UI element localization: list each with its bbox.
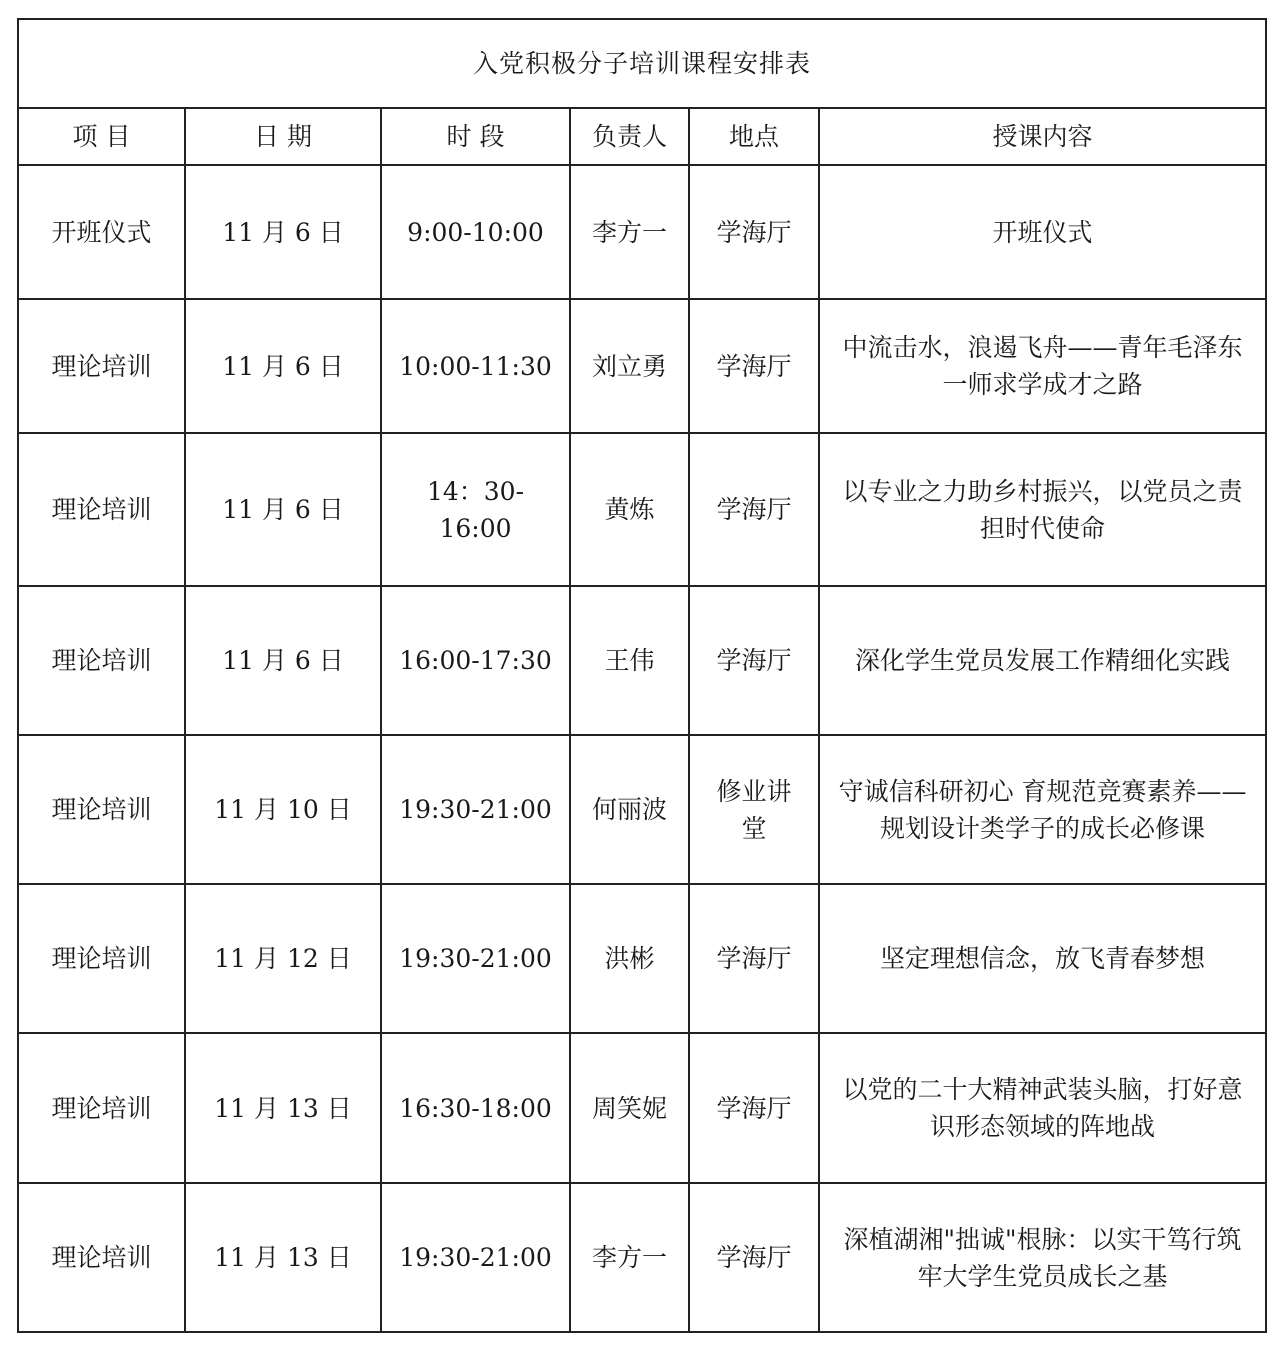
cell-time: 19:30-21:00 bbox=[381, 1183, 570, 1332]
cell-content: 深化学生党员发展工作精细化实践 bbox=[819, 586, 1266, 735]
course-schedule-table bbox=[17, 18, 1267, 1333]
table-row bbox=[18, 586, 1266, 735]
cell-location: 修业讲堂 bbox=[689, 735, 819, 884]
cell-content: 以专业之力助乡村振兴，以党员之责担时代使命 bbox=[819, 433, 1266, 586]
cell-person: 李方一 bbox=[570, 165, 689, 299]
cell-time: 16:00-17:30 bbox=[381, 586, 570, 735]
cell-project: 理论培训 bbox=[18, 433, 185, 586]
cell-date: 11 月 6 日 bbox=[185, 586, 381, 735]
header-location: 地点 bbox=[689, 108, 819, 165]
cell-location: 学海厅 bbox=[689, 586, 819, 735]
table-row bbox=[18, 433, 1266, 586]
cell-time: 19:30-21:00 bbox=[381, 735, 570, 884]
cell-project: 理论培训 bbox=[18, 884, 185, 1033]
table-row bbox=[18, 1033, 1266, 1183]
cell-person: 周笑妮 bbox=[570, 1033, 689, 1183]
header-project: 项 目 bbox=[18, 108, 185, 165]
cell-date: 11 月 13 日 bbox=[185, 1033, 381, 1183]
cell-date: 11 月 10 日 bbox=[185, 735, 381, 884]
cell-content: 开班仪式 bbox=[819, 165, 1266, 299]
cell-project: 理论培训 bbox=[18, 1033, 185, 1183]
header-person: 负责人 bbox=[570, 108, 689, 165]
cell-content: 以党的二十大精神武装头脑，打好意识形态领域的阵地战 bbox=[819, 1033, 1266, 1183]
cell-project: 理论培训 bbox=[18, 1183, 185, 1332]
cell-date: 11 月 13 日 bbox=[185, 1183, 381, 1332]
cell-person: 洪彬 bbox=[570, 884, 689, 1033]
header-time: 时 段 bbox=[381, 108, 570, 165]
table-row bbox=[18, 165, 1266, 299]
cell-project: 开班仪式 bbox=[18, 165, 185, 299]
cell-person: 李方一 bbox=[570, 1183, 689, 1332]
cell-project: 理论培训 bbox=[18, 299, 185, 433]
table-row bbox=[18, 299, 1266, 433]
cell-content: 深植湖湘"拙诚"根脉：以实干笃行筑牢大学生党员成长之基 bbox=[819, 1183, 1266, 1332]
cell-time: 9:00-10:00 bbox=[381, 165, 570, 299]
cell-time: 16:30-18:00 bbox=[381, 1033, 570, 1183]
cell-content: 中流击水，浪遏飞舟——青年毛泽东一师求学成才之路 bbox=[819, 299, 1266, 433]
cell-time: 14：30-16:00 bbox=[381, 433, 570, 586]
cell-location: 学海厅 bbox=[689, 1183, 819, 1332]
cell-project: 理论培训 bbox=[18, 735, 185, 884]
table-title: 入党积极分子培训课程安排表 bbox=[18, 19, 1266, 108]
cell-location: 学海厅 bbox=[689, 299, 819, 433]
cell-location: 学海厅 bbox=[689, 1033, 819, 1183]
title-row bbox=[18, 19, 1266, 108]
header-content: 授课内容 bbox=[819, 108, 1266, 165]
table-row bbox=[18, 884, 1266, 1033]
cell-date: 11 月 12 日 bbox=[185, 884, 381, 1033]
cell-person: 王伟 bbox=[570, 586, 689, 735]
cell-content: 守诚信科研初心 育规范竞赛素养——规划设计类学子的成长必修课 bbox=[819, 735, 1266, 884]
cell-project: 理论培训 bbox=[18, 586, 185, 735]
table-row bbox=[18, 1183, 1266, 1332]
cell-location: 学海厅 bbox=[689, 433, 819, 586]
header-date: 日 期 bbox=[185, 108, 381, 165]
cell-person: 何丽波 bbox=[570, 735, 689, 884]
cell-person: 黄炼 bbox=[570, 433, 689, 586]
cell-location: 学海厅 bbox=[689, 165, 819, 299]
cell-date: 11 月 6 日 bbox=[185, 433, 381, 586]
cell-person: 刘立勇 bbox=[570, 299, 689, 433]
cell-location: 学海厅 bbox=[689, 884, 819, 1033]
cell-time: 19:30-21:00 bbox=[381, 884, 570, 1033]
cell-time: 10:00-11:30 bbox=[381, 299, 570, 433]
cell-content: 坚定理想信念，放飞青春梦想 bbox=[819, 884, 1266, 1033]
table-row bbox=[18, 735, 1266, 884]
cell-date: 11 月 6 日 bbox=[185, 165, 381, 299]
header-row bbox=[18, 108, 1266, 165]
cell-date: 11 月 6 日 bbox=[185, 299, 381, 433]
